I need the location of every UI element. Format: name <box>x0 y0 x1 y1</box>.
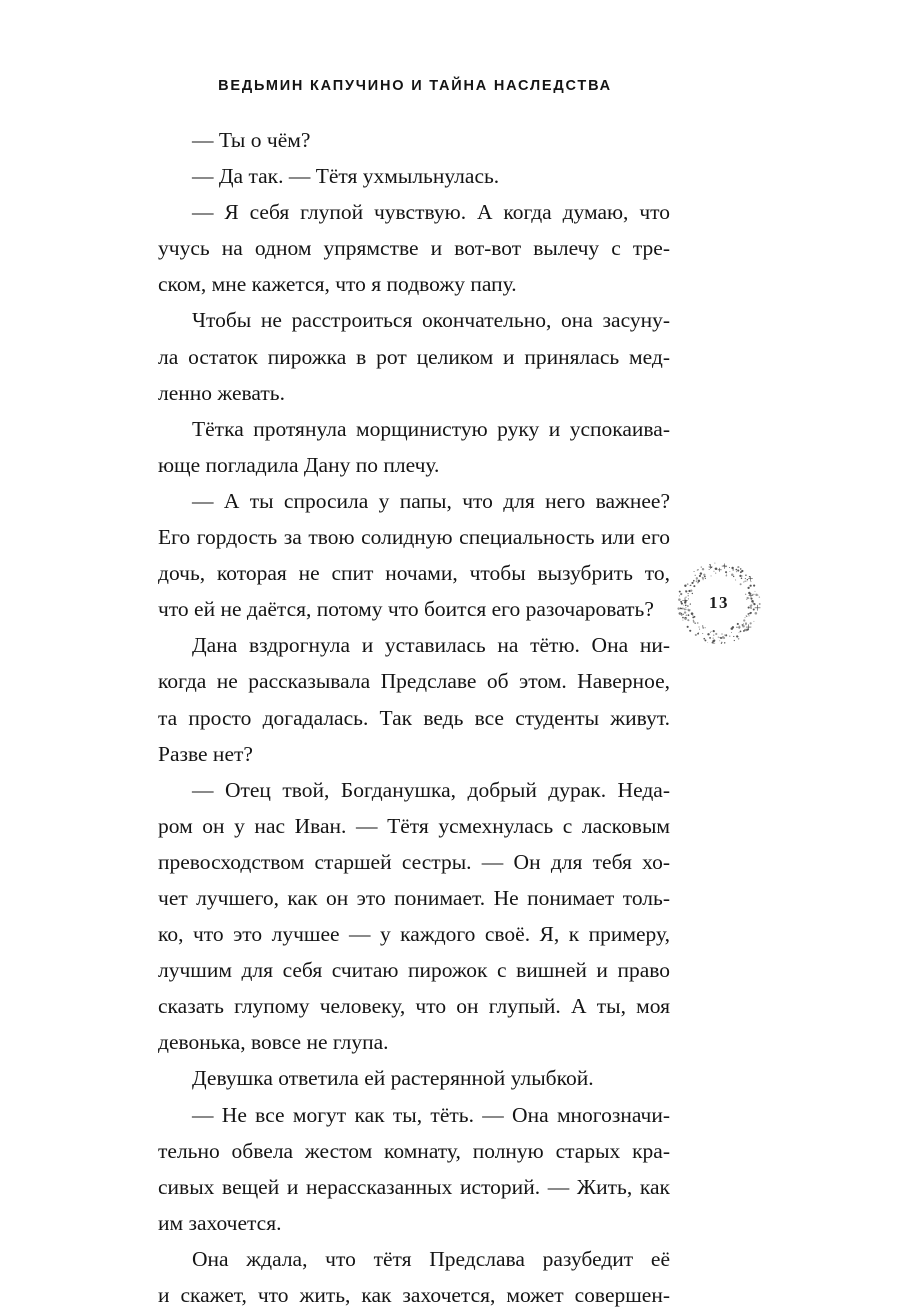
text-line: чет лучшего, как он это понимает. Не понимает толь- <box>158 885 670 910</box>
text-line: — Ты о чём? <box>192 128 311 152</box>
text-line: когда не рассказывала Предславе об этом. Наверное, <box>158 669 670 694</box>
text-line: Девушка ответила ей растерянной улыбкой. <box>192 1066 594 1091</box>
body-text <box>158 122 670 1313</box>
text-line: Чтобы не расстроиться окончательно, она засуну- <box>192 308 670 333</box>
text-line: что ей не даётся, потому что боится его разочаровать? <box>158 597 654 622</box>
text-line: девонька, вовсе не глупа. <box>158 1030 389 1055</box>
text-line: — Не все могут как ты, тёть. — Она многозначи- <box>192 1102 670 1127</box>
text-line: — Да так. — Тётя ухмыльнулась. <box>192 164 500 189</box>
running-head: ВЕДЬМИН КАПУЧИНО И ТАЙНА НАСЛЕДСТВА <box>218 78 612 94</box>
text-line: превосходством старшей сестры. — Он для тебя хо- <box>158 849 670 874</box>
text-line: тельно обвела жестом комнату, полную старых кра- <box>158 1138 670 1163</box>
text-line: Дана вздрогнула и уставилась на тётю. Она ни- <box>192 633 670 658</box>
text-line: Разве нет? <box>158 741 253 766</box>
text-line: ском, мне кажется, что я подвожу папу. <box>158 272 517 297</box>
text-line: сказать глупому человеку, что он глупый. А ты, моя <box>158 994 670 1019</box>
text-line: ром он у нас Иван. — Тётя усмехнулась с ласковым <box>158 813 670 838</box>
text-line: учусь на одном упрямстве и вот-вот вылечу с тре- <box>158 236 670 261</box>
text-line: ла остаток пирожка в рот целиком и принялась мед- <box>158 344 670 369</box>
text-line: Она ждала, что тётя Предслава разубедит её <box>192 1246 670 1271</box>
text-line: ленно жевать. <box>158 380 285 405</box>
text-line: та просто догадалась. Так ведь все студенты живут. <box>158 705 670 730</box>
text-line: сивых вещей и нерассказанных историй. — Жить, как <box>158 1174 670 1199</box>
text-line: Его гордость за твою солидную специальность или его <box>158 525 670 550</box>
text-line: — А ты спросила у папы, что для него важнее? <box>192 488 670 513</box>
text-line: — Отец твой, Богданушка, добрый дурак. Неда- <box>192 777 670 802</box>
text-line: и скажет, что жить, как захочется, может совершен- <box>158 1283 670 1307</box>
page-number: 13 <box>709 593 729 612</box>
text-line: — Я себя глупой чувствую. А когда думаю, что <box>192 200 670 225</box>
text-line: им захочется. <box>158 1210 282 1235</box>
page-number-ornament <box>676 560 762 646</box>
text-line: ко, что это лучшее — у каждого своё. Я, к примеру, <box>158 922 670 947</box>
text-line: юще погладила Дану по плечу. <box>158 452 440 477</box>
text-line: Тётка протянула морщинистую руку и успокаива- <box>192 416 670 441</box>
text-line: лучшим для себя считаю пирожок с вишней и право <box>158 958 670 983</box>
text-line: дочь, которая не спит ночами, чтобы вызубрить то, <box>158 561 670 586</box>
